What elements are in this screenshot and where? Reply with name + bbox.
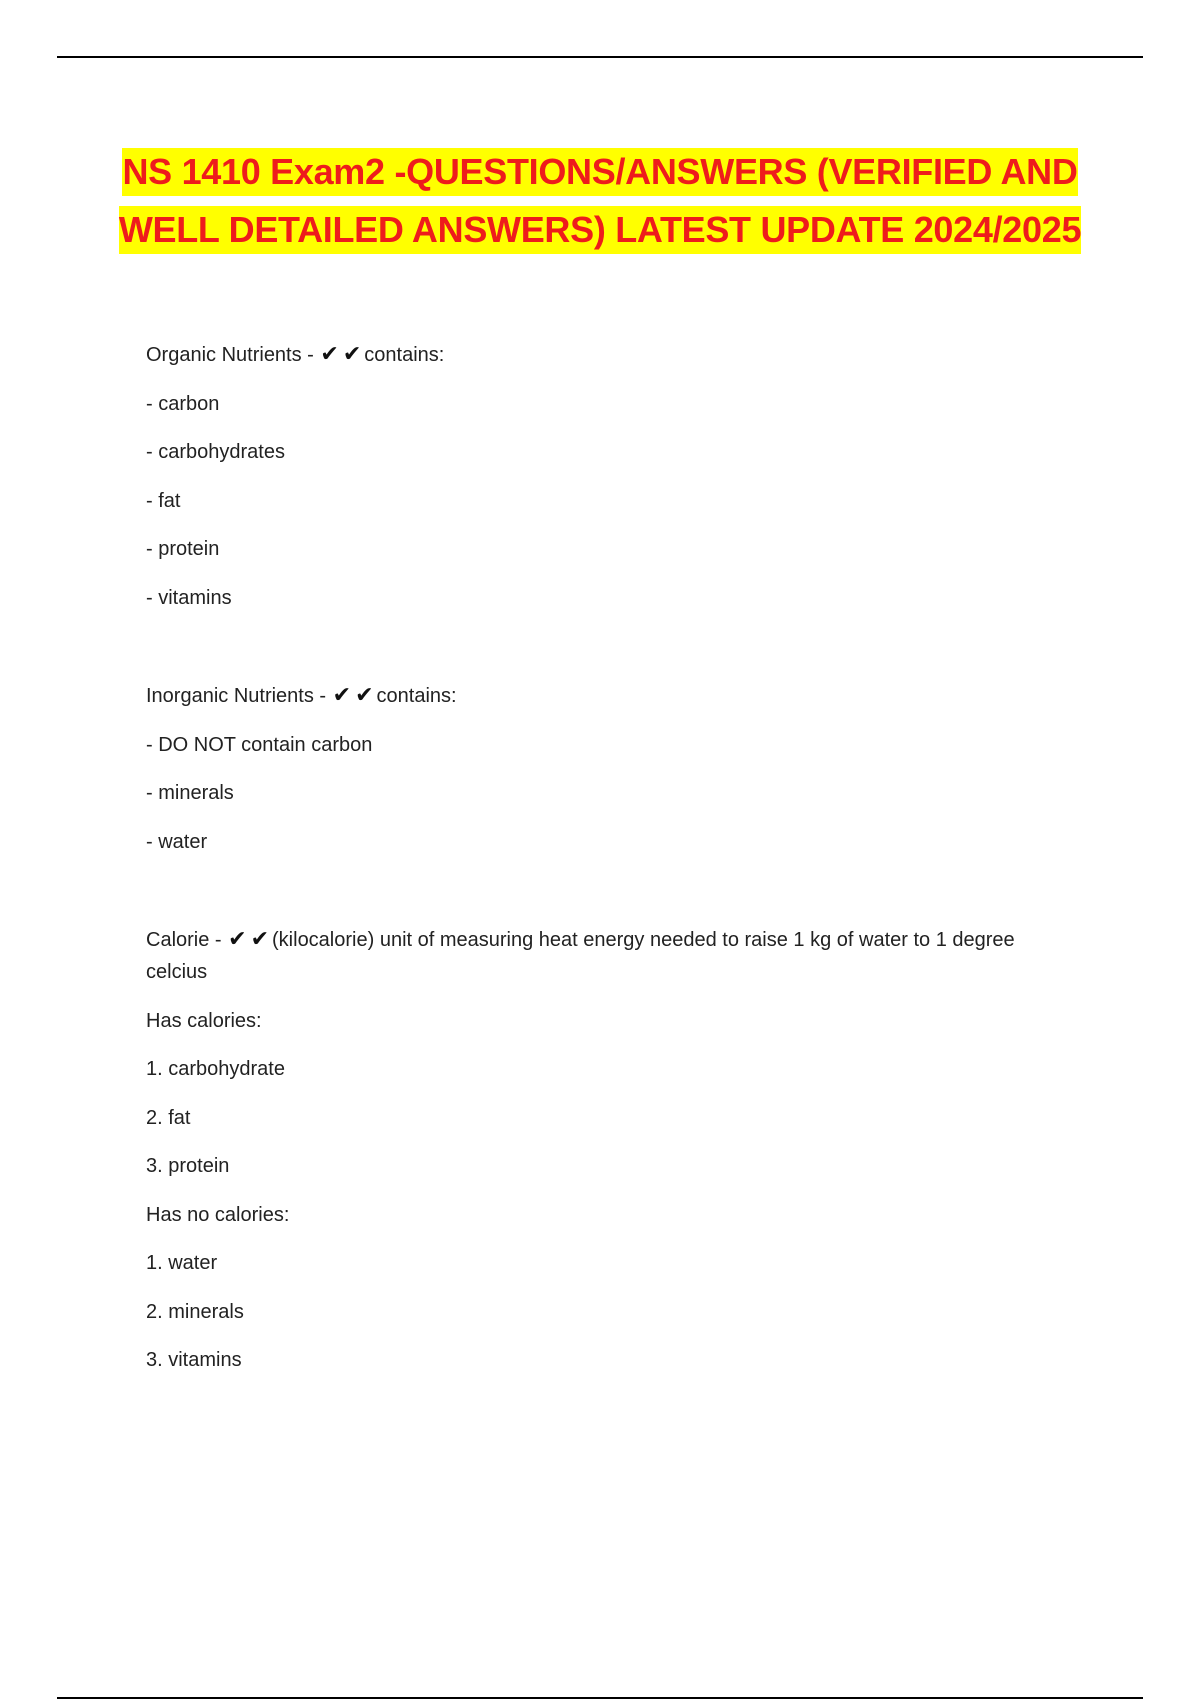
bottom-rule xyxy=(57,1697,1143,1699)
group-heading: Has no calories: xyxy=(146,1203,290,1226)
list-item: - DO NOT contain carbon xyxy=(146,733,373,756)
check-mark-icon: ✔ xyxy=(250,927,270,952)
check-mark-icon: ✔ xyxy=(355,683,374,708)
check-mark-icon: ✔ xyxy=(228,927,247,952)
list-item: 1. water xyxy=(146,1252,218,1274)
list-item: 2. minerals xyxy=(146,1300,244,1323)
section-gap xyxy=(146,630,1076,680)
list-item: 1. carbohydrate xyxy=(146,1058,285,1080)
term-definition: (kilocalorie) unit of measuring heat energy needed to raise 1 kg of water to 1 degree celcius xyxy=(146,929,1021,983)
term-label: Organic Nutrients - xyxy=(146,344,314,366)
list-item: - protein xyxy=(146,538,220,560)
term-line xyxy=(146,339,1076,371)
list-item: - minerals xyxy=(146,782,234,804)
term-label: Inorganic Nutrients - xyxy=(146,685,327,707)
term-definition: contains: xyxy=(364,344,445,366)
list-item: - fat xyxy=(146,489,181,512)
section-inorganic-nutrients xyxy=(146,680,1076,858)
list-item: - carbohydrates xyxy=(146,441,285,463)
term-line xyxy=(146,924,1076,988)
document-body xyxy=(146,339,1076,1393)
list-item: - vitamins xyxy=(146,586,232,609)
title-highlight: NS 1410 Exam2 -QUESTIONS/ANSWERS (VERIFIED AND WELL DETAILED ANSWERS) LATEST UPDATE 2024/2025 xyxy=(119,148,1081,254)
check-mark-icon: ✔ xyxy=(342,342,362,367)
list-item: 3. protein xyxy=(146,1155,230,1177)
top-rule xyxy=(57,56,1143,58)
list-item: - carbon xyxy=(146,392,220,415)
list-item: - water xyxy=(146,830,208,853)
section-calorie xyxy=(146,924,1076,1376)
section-gap xyxy=(146,874,1076,924)
list-item: 3. vitamins xyxy=(146,1349,242,1371)
group-heading: Has calories: xyxy=(146,1009,262,1032)
check-mark-icon: ✔ xyxy=(332,683,352,708)
term-definition: contains: xyxy=(376,685,457,707)
document-title xyxy=(100,143,1100,259)
term-line xyxy=(146,680,1076,712)
term-label: Calorie - xyxy=(146,929,222,951)
list-item: 2. fat xyxy=(146,1106,191,1129)
section-organic-nutrients xyxy=(146,339,1076,614)
check-mark-icon: ✔ xyxy=(320,342,339,367)
